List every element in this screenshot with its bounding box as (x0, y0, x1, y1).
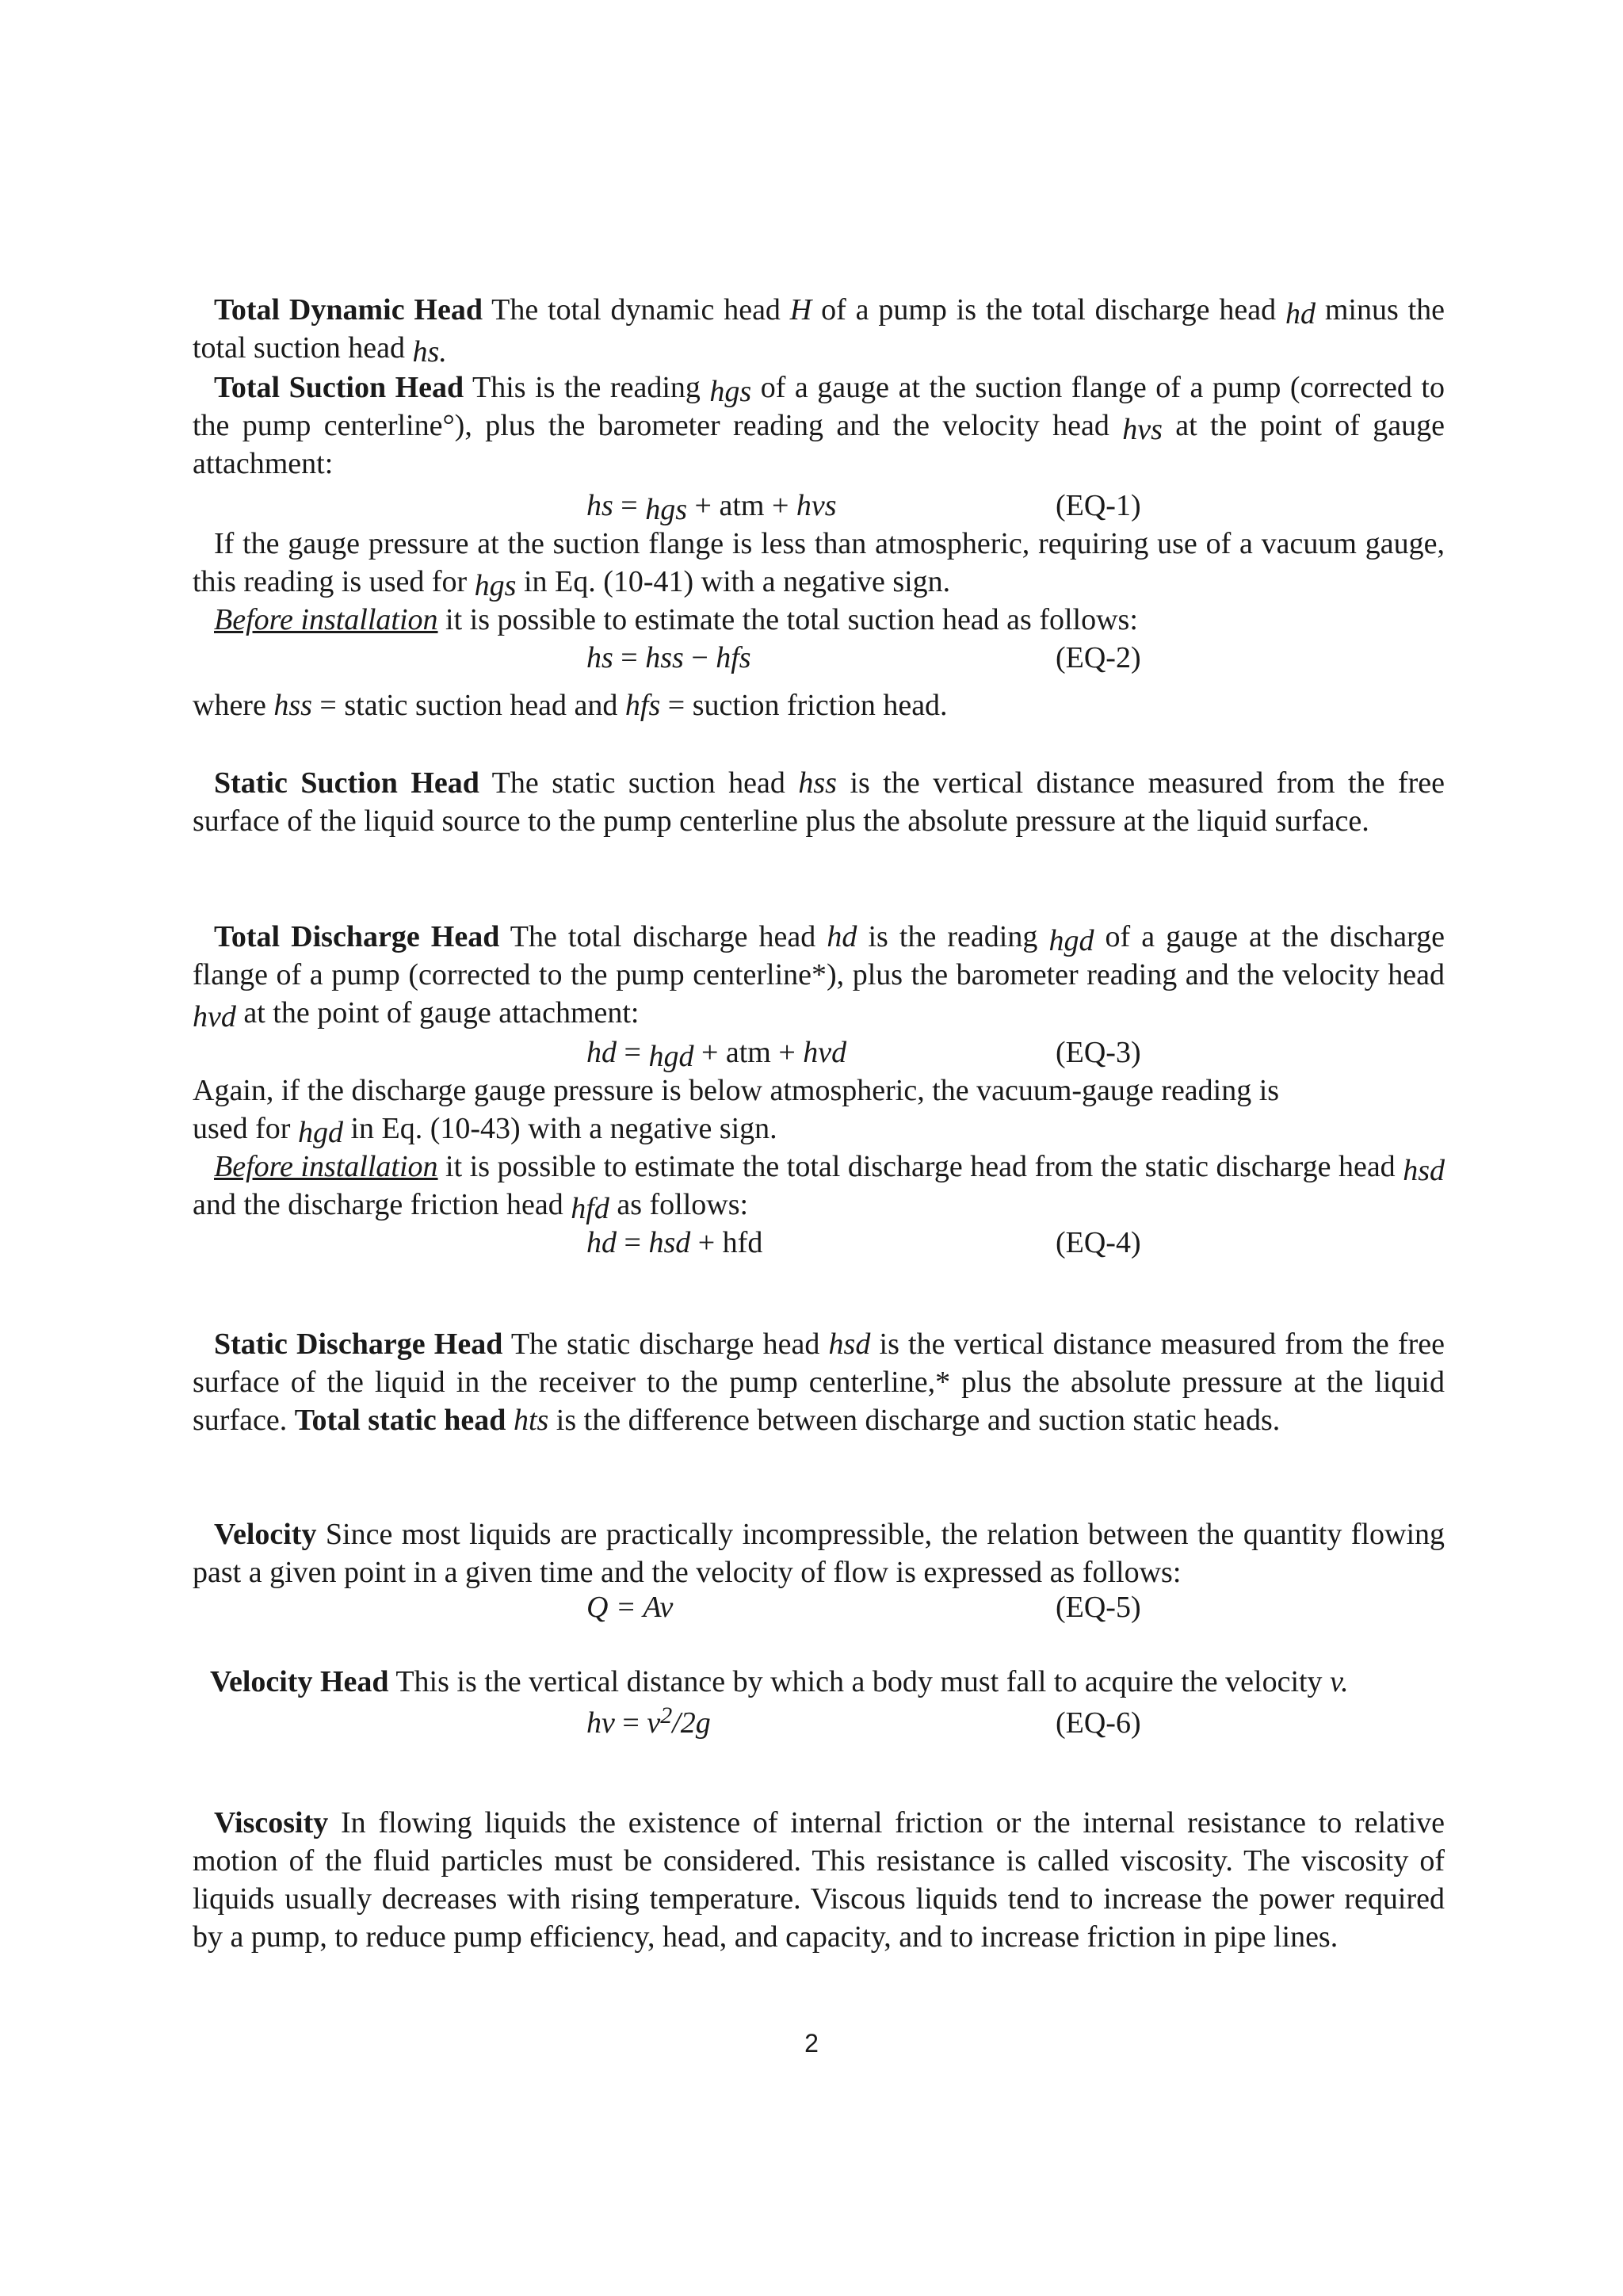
equation-5-number: (EQ-5) (1056, 1591, 1141, 1624)
eq-sign: = (613, 641, 646, 674)
equation-5 (586, 1588, 673, 1626)
equation-3-number: (EQ-3) (1056, 1036, 1141, 1069)
eq-op: + atm + (687, 489, 796, 522)
equation-2-number: (EQ-2) (1056, 641, 1141, 674)
heading-static-suction-head: Static Suction Head (214, 766, 479, 800)
equation-1-number: (EQ-1) (1056, 489, 1141, 522)
symbol-hgs: hgs (709, 375, 752, 408)
equation-2 (586, 639, 751, 677)
paragraph-total-discharge-head (193, 918, 1445, 1032)
eq-lhs: hv (586, 1706, 615, 1740)
eq-term: hss (645, 641, 684, 674)
text: If the gauge pressure at the suction flange is less than atmospheric, requiring use of a vacuum gauge, this reading is used for (193, 527, 1445, 598)
text: In flowing liquids the existence of internal friction or the internal resistance to relative motion of the fluid particles must be considered. This resistance is called viscosity. The viscosity of liquids usually decreases with rising temperature. Viscous liquids tend to increase the power required by a pump, to reduce pump efficiency, head, and capacity, and to increase friction in pipe lines. (193, 1806, 1445, 1954)
paragraph-again-line-1: Again, if the discharge gauge pressure is below atmospheric, the vacuum-gauge reading is (193, 1074, 1280, 1107)
paragraph-negative-gauge (193, 525, 1445, 601)
equation-6-number: (EQ-6) (1056, 1706, 1141, 1740)
text: minus the total suction head (193, 293, 1445, 365)
equation-6 (586, 1704, 711, 1742)
symbol-hgd: hgd (1048, 924, 1094, 957)
paragraph-velocity-head (210, 1663, 1446, 1701)
eq-op: + hfd (690, 1226, 763, 1259)
symbol-H: H (789, 293, 812, 327)
eq-op: + atm + (693, 1036, 804, 1069)
page-number: 2 (804, 2029, 819, 2057)
paragraph-viscosity (193, 1804, 1445, 1956)
eq-sign: = (614, 1706, 647, 1740)
text: at the point of gauge attachment: (193, 409, 1445, 480)
eq-exponent: 2 (660, 1702, 673, 1729)
eq-term: v (647, 1706, 661, 1740)
heading-total-discharge-head: Total Discharge Head (214, 920, 500, 953)
paragraph-before-installation-suction (193, 601, 1445, 639)
paragraph-before-installation-discharge (193, 1148, 1445, 1224)
symbol-hfs: hfs (624, 689, 661, 722)
text: is the vertical distance measured from the free surface of the liquid source to the pump centerline plus the absolute pressure at the liquid surface. (193, 766, 1445, 838)
text: The total dynamic head (483, 293, 790, 327)
symbol-hgd: hgd (297, 1116, 343, 1149)
equation-4-number: (EQ-4) (1056, 1226, 1141, 1259)
text: of a gauge at the suction flange of a pump (corrected to the pump centerline°), plus the barometer reading and the velocity head (193, 371, 1445, 442)
text: is the vertical distance measured from the free surface of the liquid in the receiver to the pump centerline,* plus the absolute pressure at the liquid surface. (193, 1328, 1445, 1437)
symbol-hvd: hvd (193, 1000, 236, 1033)
eq-term: hgs (645, 493, 688, 526)
eq-lhs: hs (586, 641, 613, 674)
symbol-hs: hs. (412, 335, 447, 369)
eq-term: hgd (648, 1040, 694, 1073)
heading-total-suction-head: Total Suction Head (214, 371, 464, 404)
eq-sign: = (617, 1036, 649, 1069)
text: in Eq. (10-43) with a negative sign. (342, 1112, 777, 1145)
heading-total-dynamic-head: Total Dynamic Head (214, 293, 483, 327)
symbol-hfd: hfd (571, 1192, 609, 1225)
symbol-hvs: hvs (1122, 413, 1163, 446)
text: This is the reading (464, 371, 710, 404)
paragraph-total-dynamic-head (193, 291, 1445, 367)
text: The static discharge head (502, 1328, 829, 1361)
symbol-v: v. (1330, 1665, 1349, 1698)
underlined-before-installation: Before installation (214, 603, 438, 636)
text: of a pump is the total discharge head (812, 293, 1285, 327)
eq-expression: Q = Av (586, 1591, 674, 1624)
eq-op: − (683, 641, 716, 674)
text: is the reading (857, 920, 1049, 953)
text: Since most liquids are practically incompressible, the relation between the quantity flowing past a given point in a given time and the velocity of flow is expressed as follows: (193, 1518, 1445, 1589)
eq-sign: = (613, 489, 646, 522)
eq-term: hvs (796, 489, 837, 522)
text: = static suction head and (311, 689, 625, 722)
heading-viscosity: Viscosity (214, 1806, 329, 1839)
symbol-hd: hd (827, 920, 857, 953)
symbol-hgs: hgs (474, 569, 517, 602)
eq-term: hvd (803, 1036, 847, 1069)
text: is the difference between discharge and suction static heads. (548, 1404, 1281, 1437)
eq-sign: = (617, 1226, 649, 1259)
symbol-hsd: hsd (1403, 1154, 1445, 1187)
underlined-before-installation: Before installation (214, 1150, 438, 1183)
text: used for (193, 1112, 298, 1145)
heading-velocity-head: Velocity Head (210, 1665, 389, 1698)
equation-4 (586, 1224, 762, 1262)
text: in Eq. (10-41) with a negative sign. (516, 565, 951, 598)
text: where (193, 689, 274, 722)
symbol-hts: hts (513, 1404, 549, 1437)
heading-velocity: Velocity (214, 1518, 317, 1551)
text: of a gauge at the discharge flange of a pump (corrected to the pump centerline*), plus the barometer reading and the velocity head (193, 920, 1445, 991)
symbol-hd: hd (1285, 297, 1316, 330)
text: it is possible to estimate the total suction head as follows: (437, 603, 1138, 636)
equation-3 (586, 1033, 846, 1072)
symbol-hss: hss (798, 766, 837, 800)
text: and the discharge friction head (193, 1188, 571, 1221)
text: it is possible to estimate the total discharge head from the static discharge head (437, 1150, 1403, 1183)
paragraph-static-discharge-head (193, 1325, 1445, 1439)
text: The static suction head (479, 766, 799, 800)
text: at the point of gauge attachment: (235, 996, 640, 1030)
eq-term: hfs (716, 641, 751, 674)
eq-lhs: hd (586, 1036, 617, 1069)
eq-term: /2g (672, 1706, 711, 1740)
text: as follows: (609, 1188, 749, 1221)
heading-total-static-head: Total static head (294, 1404, 506, 1437)
paragraph-static-suction-head (193, 764, 1445, 840)
heading-static-discharge-head: Static Discharge Head (214, 1328, 503, 1361)
eq-lhs: hd (586, 1226, 617, 1259)
symbol-hss: hss (273, 689, 312, 722)
text: The total discharge head (499, 920, 827, 953)
eq-term: hsd (648, 1226, 691, 1259)
paragraph-velocity (193, 1515, 1445, 1591)
paragraph-again-line-2 (193, 1110, 1445, 1148)
paragraph-total-suction-head (193, 369, 1445, 483)
equation-1 (586, 487, 837, 525)
paragraph-where (193, 686, 1445, 724)
eq-lhs: hs (586, 489, 613, 522)
text: = suction friction head. (660, 689, 948, 722)
symbol-hsd: hsd (828, 1328, 871, 1361)
text: This is the vertical distance by which a body must fall to acquire the velocity (388, 1665, 1331, 1698)
